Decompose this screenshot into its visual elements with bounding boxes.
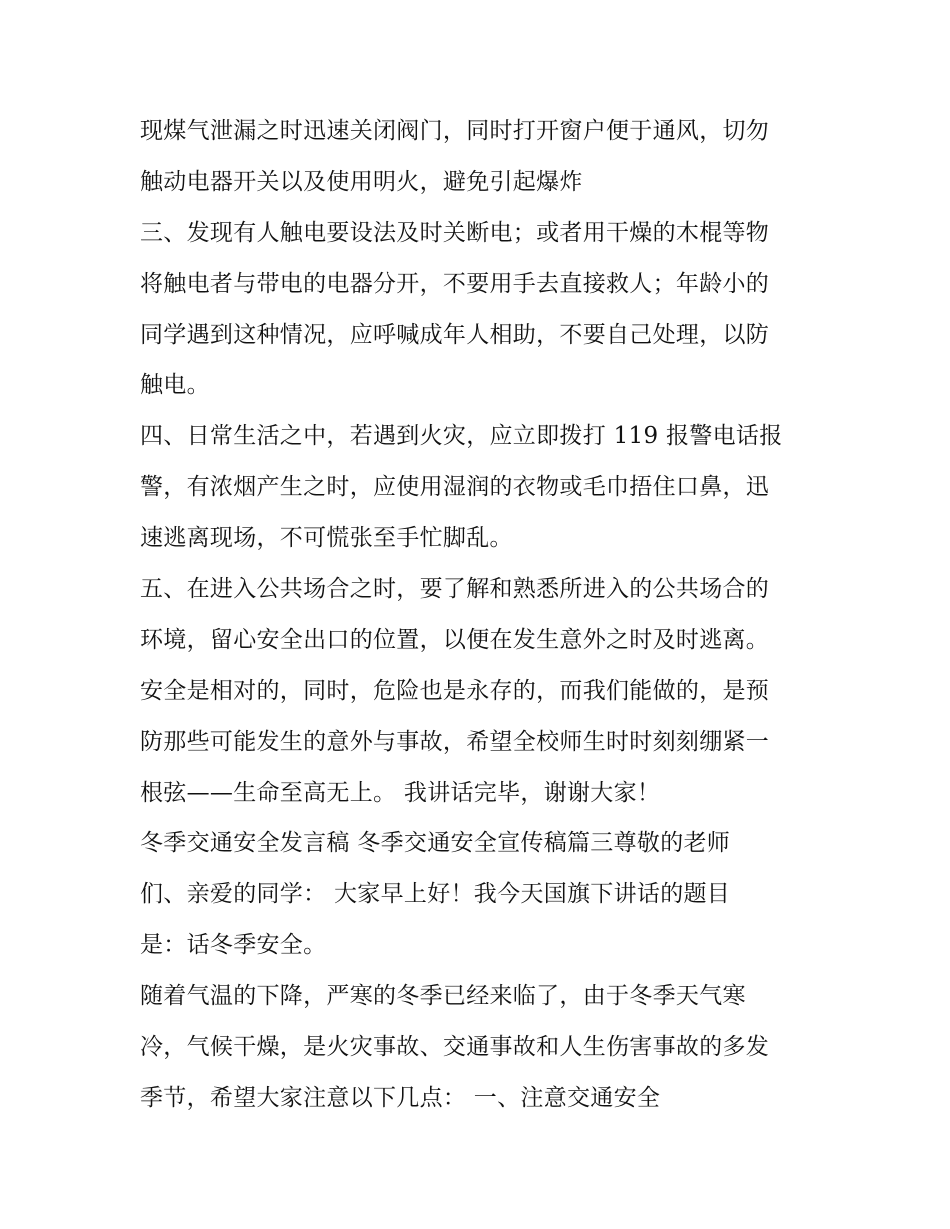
text-line: 将触电者与带电的电器分开，不要用手去直接救人；年龄小的 [140, 270, 770, 297]
text-line: 冬季交通安全发言稿 冬季交通安全宣传稿篇三尊敬的老师 [140, 830, 731, 857]
text-line: 安全是相对的，同时，危险也是永存的，而我们能做的，是预 [140, 677, 770, 704]
text-line: 警，有浓烟产生之时，应使用湿润的衣物或毛巾捂住口鼻，迅 [140, 474, 770, 501]
text-line: 冷，气候干燥，是火灾事故、交通事故和人生伤害事故的多发 [140, 1034, 770, 1061]
text-line: 根弦——生命至高无上。 我讲话完毕，谢谢大家！ [140, 779, 661, 806]
text-line: 四、日常生活之中，若遇到火灾，应立即拨打 119 报警电话报 [140, 423, 783, 450]
text-line: 防那些可能发生的意外与事故，希望全校师生时时刻刻绷紧一 [140, 728, 770, 755]
text-line: 五、在进入公共场合之时，要了解和熟悉所进入的公共场合的 [140, 576, 770, 603]
body-text [140, 106, 820, 1124]
text-line: 触动电器开关以及使用明火，避免引起爆炸 [140, 168, 583, 195]
text-line: 环境，留心安全出口的位置，以便在发生意外之时及时逃离。 [140, 626, 770, 653]
text-line: 触电。 [140, 372, 210, 399]
text-line: 现煤气泄漏之时迅速关闭阀门，同时打开窗户便于通风，切勿 [140, 118, 770, 144]
text-line: 随着气温的下降，严寒的冬季已经来临了，由于冬季天气寒 [140, 983, 746, 1010]
text-line: 是：话冬季安全。 [140, 932, 327, 959]
text-line: 们、亲爱的同学： 大家早上好！我今天国旗下讲话的题目 [140, 881, 731, 908]
text-line: 三、发现有人触电要设法及时关断电；或者用干燥的木棍等物 [140, 219, 770, 246]
text-line: 季节，希望大家注意以下几点： 一、注意交通安全 [140, 1084, 661, 1111]
text-line: 速逃离现场，不可慌张至手忙脚乱。 [140, 525, 513, 552]
text-line: 同学遇到这种情况，应呼喊成年人相助，不要自己处理，以防 [140, 321, 770, 348]
